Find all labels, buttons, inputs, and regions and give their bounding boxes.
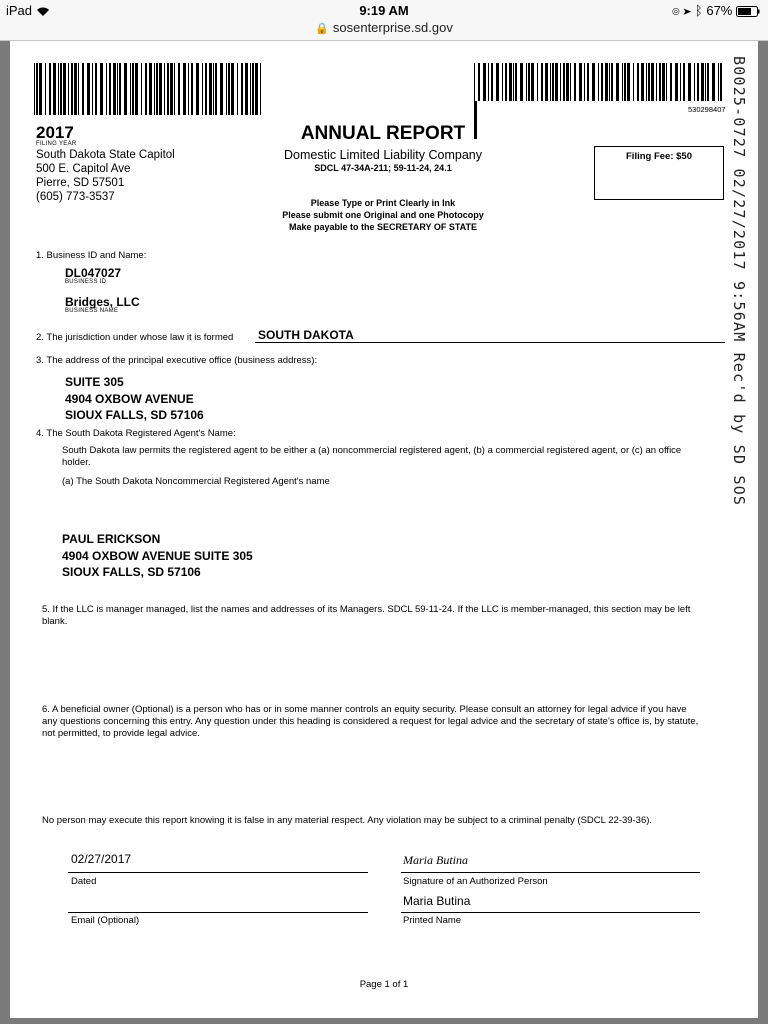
penalty-notice: No person may execute this report knowing it is false in any material respect. Any violation may be subject to a criminal penalty (SDCL 22-39-36). [42, 815, 653, 826]
section4-text-line: holder. [62, 457, 91, 468]
barcode-number: 530298407 [688, 105, 726, 114]
business-id: DL047027 [65, 266, 122, 280]
battery-icon [736, 3, 760, 18]
office-address-line: 500 E. Capitol Ave [36, 163, 131, 175]
page-number: Page 1 of 1 [359, 979, 409, 990]
business-address [65, 374, 204, 424]
printed-name-line [401, 912, 700, 913]
filing-fee-box [594, 146, 724, 200]
business-address-line: SUITE 305 [65, 375, 124, 389]
agent-sub-label: (a) The South Dakota Noncommercial Registered Agent's name [62, 476, 330, 487]
dated-label: Dated [71, 876, 97, 887]
bluetooth-icon: ᛒ [694, 3, 703, 18]
instructions [250, 197, 516, 233]
barcode-left [34, 63, 264, 115]
agent-address-line: SIOUX FALLS, SD 57106 [62, 565, 201, 579]
section4-text [62, 445, 681, 469]
dated-line [68, 872, 368, 873]
section5-line: 5. If the LLC is manager managed, list the names and addresses of its Managers. SDCL 59-11-24. If the LLC is member-managed, this section may be left [42, 604, 691, 615]
agent-address-line: 4904 OXBOW AVENUE SUITE 305 [62, 548, 253, 563]
email-label: Email (Optional) [71, 915, 140, 926]
jurisdiction-underline [255, 342, 725, 343]
printed-name-value: Maria Butina [403, 894, 471, 908]
url-bar[interactable] [0, 20, 768, 41]
document-subtitle: Domestic Limited Liability Company [284, 148, 482, 162]
business-name: Bridges, LLC [65, 295, 140, 309]
section6-text [42, 704, 698, 740]
business-address-line: 4904 OXBOW AVENUE [65, 391, 194, 406]
filing-year-label: FILING YEAR [36, 141, 77, 147]
section2-label: 2. The jurisdiction under whose law it is formed [36, 332, 234, 343]
filing-fee: Filing Fee: $50 [626, 151, 692, 162]
url-text[interactable]: sosenterprise.sd.gov [332, 20, 453, 35]
document-page [10, 41, 758, 1018]
instruction-line: Please Type or Print Clearly in Ink [310, 198, 456, 208]
status-bar [0, 0, 768, 20]
jurisdiction-value: SOUTH DAKOTA [258, 328, 354, 342]
barcode-right [474, 63, 726, 101]
printed-name-label: Printed Name [403, 915, 462, 926]
lock-icon: 🔒 [315, 23, 329, 35]
agent-address [62, 531, 253, 581]
instruction-line: Please submit one Original and one Photocopy [282, 210, 484, 220]
section1-label: 1. Business ID and Name: [36, 250, 147, 261]
received-stamp: B0025-0727 02/27/2017 9:56AM Rec'd by SD SOS [730, 56, 748, 507]
office-address [36, 148, 175, 204]
status-right [672, 3, 760, 18]
instruction-line: Make payable to the SECRETARY OF STATE [288, 222, 478, 232]
battery-percent: 67% [706, 3, 733, 18]
section5-text [42, 604, 690, 628]
section6-line: any questions concerning this entry. Any question under this heading is considered a request for legal advice and the secretary of state's office is, by statute, [42, 716, 699, 727]
signature-line [401, 872, 700, 873]
statute-reference: SDCL 47-34A-211; 59-11-24, 24.1 [314, 163, 452, 173]
section3-label: 3. The address of the principal executive office (business address): [36, 355, 318, 366]
page-title: ANNUAL REPORT [300, 123, 466, 144]
section6-line: 6. A beneficial owner (Optional) is a person who has or in some manner controls an equity security. Please consult an attorney for legal advice if you have [42, 704, 687, 715]
business-id-label: BUSINESS ID [65, 279, 107, 285]
office-address-line: (605) 773-3537 [36, 191, 115, 203]
section4-text-line: South Dakota law permits the registered agent to be either a (a) noncommercial registered agent, (b) a commercial registered agent, or (c) an office [62, 445, 682, 456]
dated-value: 02/27/2017 [71, 852, 132, 866]
section6-line: not permitted, to provide legal advice. [42, 728, 200, 739]
email-line [68, 912, 368, 913]
agent-address-line: PAUL ERICKSON [62, 532, 161, 546]
filing-year: 2017 [36, 123, 74, 142]
location-arrow-icon: ➤ [683, 3, 692, 18]
section5-line: blank. [42, 616, 68, 627]
signature-label: Signature of an Authorized Person [403, 876, 548, 887]
status-time: 9:19 AM [359, 3, 409, 18]
business-address-line: SIOUX FALLS, SD 57106 [65, 408, 204, 422]
business-name-label: BUSINESS NAME [65, 308, 119, 314]
office-address-line: South Dakota State Capitol [36, 149, 175, 161]
device-name: iPad [6, 3, 33, 18]
orientation-lock-icon: ◎ [672, 3, 680, 18]
office-address-line: Pierre, SD 57501 [36, 177, 125, 189]
section4-label: 4. The South Dakota Registered Agent's Name: [36, 428, 236, 439]
signature-value: Maria Butina [403, 853, 468, 867]
